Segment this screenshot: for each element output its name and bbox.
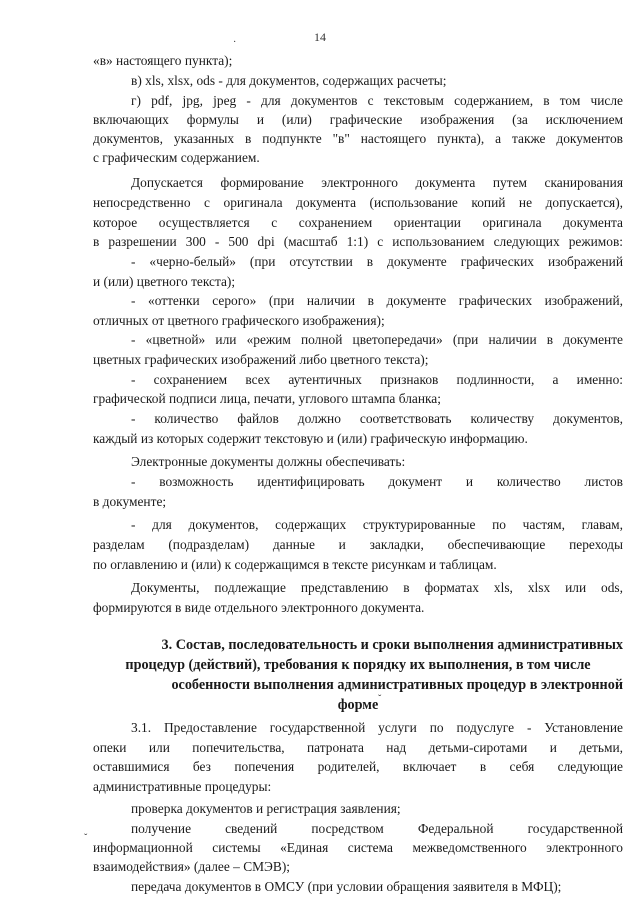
text-line: информационной системы «Единая система межведомственного электронного [93, 840, 623, 855]
page-number: 14 [314, 30, 326, 44]
text-line: и (или) цветного текста); [93, 274, 236, 289]
text-line: цветных графических изображений либо цветного текста); [93, 352, 429, 367]
text-line: оставшимися без попечения родителей, включает в себя следующие [93, 759, 623, 774]
text-line: - «оттенки серого» (при наличии в документе графических изображений, [131, 293, 623, 308]
text-line: Документы, подлежащие представлению в форматах xls, xlsx или ods, [131, 580, 623, 595]
text-line: получение сведений посредством Федеральной государственной [131, 821, 623, 836]
text-line: в разрешении 300 - 500 dpi (масштаб 1:1) с использованием следующих режимов: [93, 234, 623, 249]
section-heading-line: 3. Состав, последовательность и сроки выполнения административных [161, 637, 623, 653]
text-line: по оглавлению и (или) к содержащимся в тексте рисункам и таблицам. [93, 557, 497, 572]
text-line: г) pdf, jpg, jpeg - для документов с текстовым содержанием, в том числе [131, 93, 623, 108]
section-heading-line: особенности выполнения административных процедур в электронной [171, 677, 623, 693]
text-line: - для документов, содержащих структурированные по частям, главам, [131, 517, 623, 532]
text-line: каждый из которых содержит текстовую и (или) графическую информацию. [93, 431, 528, 446]
text-line: разделам (подразделам) данные и закладки, обеспечивающие переходы [93, 537, 623, 552]
text-line: документов, указанных в подпункте "в" настоящего пункта), а также документов [93, 131, 623, 146]
text-line: передача документов в ОМСУ (при условии обращения заявителя в МФЦ); [131, 879, 562, 894]
text-line: - возможность идентифицировать документ и количество листов [131, 474, 623, 489]
text-line: - количество файлов должно соответствовать количеству документов, [131, 411, 623, 426]
text-line: отличных от цветного графического изображения); [93, 313, 385, 328]
text-line: опеки или попечительства, патроната над детьми-сиротами и детьми, [93, 740, 623, 755]
text-line: Допускается формирование электронного документа путем сканирования [131, 175, 623, 190]
text-line: Электронные документы должны обеспечивать: [131, 454, 406, 469]
scan-speck: ˇ [84, 833, 88, 844]
section-heading-line: процедур (действий), требования к порядку их выполнения, в том числе [125, 657, 591, 673]
text-line: проверка документов и регистрация заявления; [131, 801, 401, 816]
text-line: формируются в виде отдельного электронного документа. [93, 600, 425, 615]
text-line: графической подписи лица, печати, углового штампа бланка; [93, 391, 441, 406]
text-line: административные процедуры: [93, 779, 272, 794]
text-line: в документе; [93, 494, 167, 509]
text-line: непосредственно с оригинала документа (использование копий не допускается), [93, 195, 623, 210]
text-line: которое осуществляется с сохранением ориентации оригинала документа [93, 215, 623, 230]
text-line: «в» настоящего пункта); [93, 53, 233, 68]
text-line: - «черно-белый» (при отсутствии в документе графических изображений [131, 254, 623, 269]
scan-speck: · [233, 37, 237, 48]
scan-speck: ˇ [378, 694, 382, 705]
text-line: в) xls, xlsx, ods - для документов, содержащих расчеты; [131, 73, 447, 88]
text-line: включающих формулы и (или) графические изображения (за исключением [93, 112, 623, 127]
text-line: - сохранением всех аутентичных признаков подлинности, а именно: [131, 372, 623, 387]
text-line: взаимодействия» (далее – СМЭВ); [93, 859, 290, 874]
section-heading-line: форме [337, 697, 379, 713]
text-line: с графическим содержанием. [93, 150, 260, 165]
text-line: - «цветной» или «режим полной цветопередачи» (при наличии в документе [131, 332, 623, 347]
text-line: 3.1. Предоставление государственной услуги по подуслуге - Установление [131, 720, 623, 735]
